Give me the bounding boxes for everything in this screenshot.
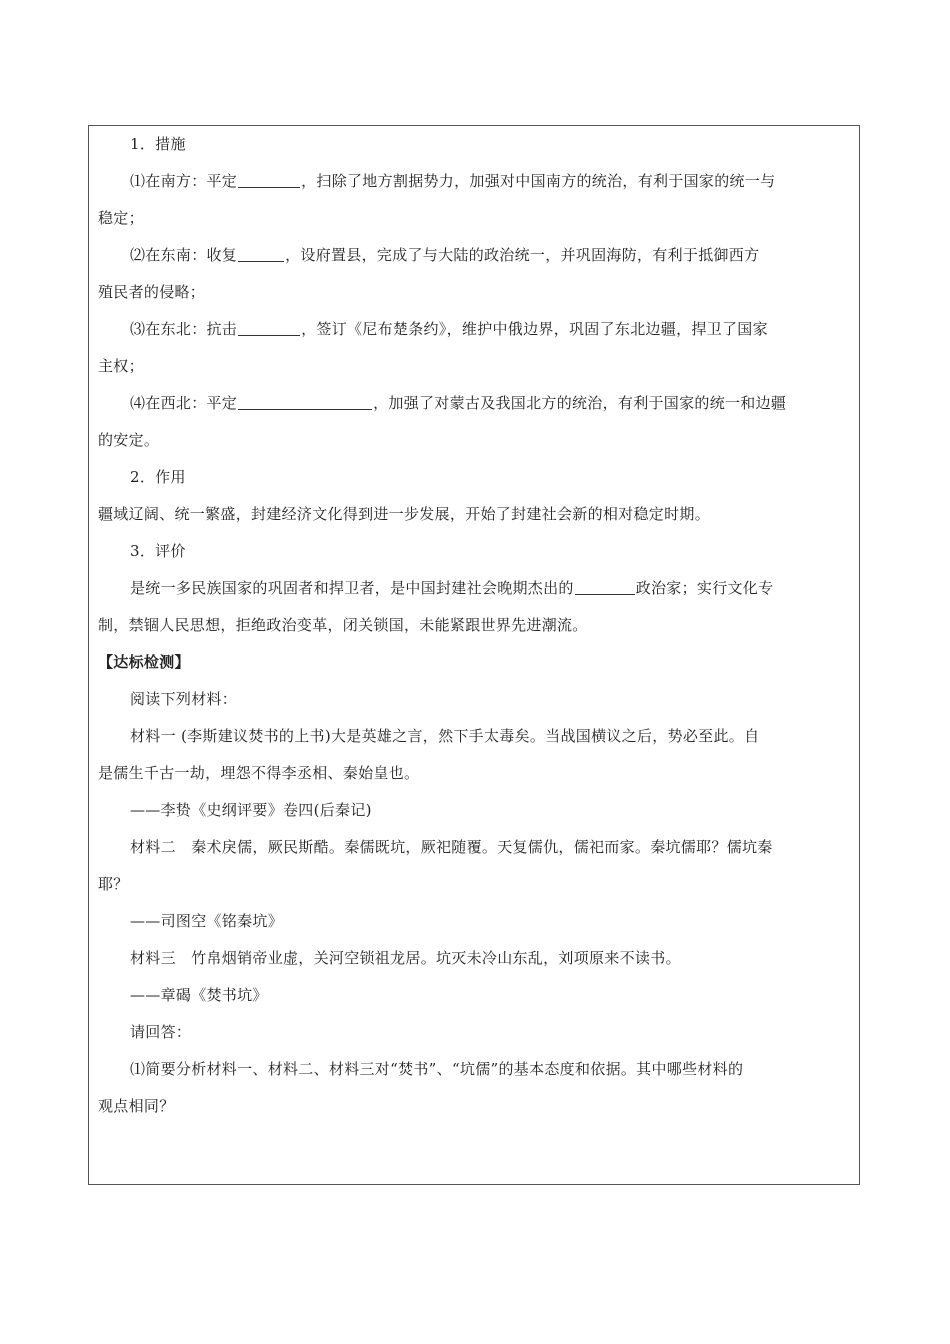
question1-line1: ⑴简要分析材料一、材料二、材料三对“焚书”、“坑儒”的基本态度和依据。其中哪些材料的 (130, 1060, 744, 1078)
evaluation-title: 3．评价 (130, 542, 186, 560)
answer-blank-northeast[interactable] (238, 319, 300, 336)
measures-northwest-line1: ⑷在西北：平定 ，加强了对蒙古及我国北方的统治，有利于国家的统一和边疆 (130, 394, 787, 412)
evaluation-line2: 制，禁锢人民思想，拒绝政治变革，闭关锁国，未能紧跟世界先进潮流。 (98, 616, 588, 634)
material1-source: ——李贽《史纲评要》卷四(后秦记) (130, 801, 372, 819)
test-heading: 【达标检测】 (98, 653, 190, 671)
test-intro: 阅读下列材料： (130, 690, 238, 708)
answer-blank-evaluation[interactable] (575, 578, 635, 595)
worksheet-content (98, 126, 855, 1125)
effect-title: 2．作用 (130, 468, 186, 486)
measures-southeast-line1: ⑵在东南：收复 ，设府置县，完成了与大陆的政治统一，并巩固海防，有利于抵御西方 (130, 246, 760, 264)
effect-text: 疆域辽阔、统一繁盛，封建经济文化得到进一步发展，开始了封建社会新的相对稳定时期。 (98, 505, 711, 523)
answer-blank-southeast[interactable] (238, 245, 284, 262)
material1-line2: 是儒生千古一劫，埋怨不得李丞相、秦始皇也。 (98, 764, 420, 782)
measures-southeast-line2: 殖民者的侵略； (98, 283, 206, 301)
material3-line: 材料三 竹帛烟销帝业虚，关河空锁祖龙居。坑灭未冷山东乱，刘项原来不读书。 (130, 949, 681, 967)
answer-blank-south[interactable] (238, 171, 300, 188)
measures-northeast-line2: 主权； (98, 357, 144, 375)
answer-blank-northwest[interactable] (238, 393, 372, 410)
evaluation-line1: 是统一多民族国家的巩固者和捍卫者，是中国封建社会晚期杰出的 政治家；实行文化专 (130, 579, 774, 597)
material2-source: ——司图空《铭秦坑》 (130, 912, 284, 930)
material2-line2: 耶？ (98, 875, 129, 893)
measures-northwest-line2: 的安定。 (98, 431, 160, 449)
measures-south-line2: 稳定； (98, 209, 144, 227)
material3-source: ——章碣《焚书坑》 (130, 986, 268, 1004)
measures-title: 1．措施 (130, 135, 186, 153)
measures-south-line1: ⑴在南方：平定 ，扫除了地方割据势力，加强对中国南方的统治，有利于国家的统一与 (130, 172, 776, 190)
question1-line2: 观点相同？ (98, 1097, 175, 1115)
material1-line1: 材料一 (李斯建议焚书的上书)大是英雄之言，然下手太毒矣。当战国横议之后，势必至此。自 (130, 727, 760, 745)
material2-line1: 材料二 秦术戾儒，厥民斯酷。秦儒既坑，厥祀随覆。天复儒仇，儒祀而家。秦坑儒耶？儒坑秦 (130, 838, 773, 856)
measures-northeast-line1: ⑶在东北：抗击 ，签订《尼布楚条约》，维护中俄边界，巩固了东北边疆，捍卫了国家 (130, 320, 768, 338)
ask-prompt: 请回答： (130, 1023, 192, 1041)
